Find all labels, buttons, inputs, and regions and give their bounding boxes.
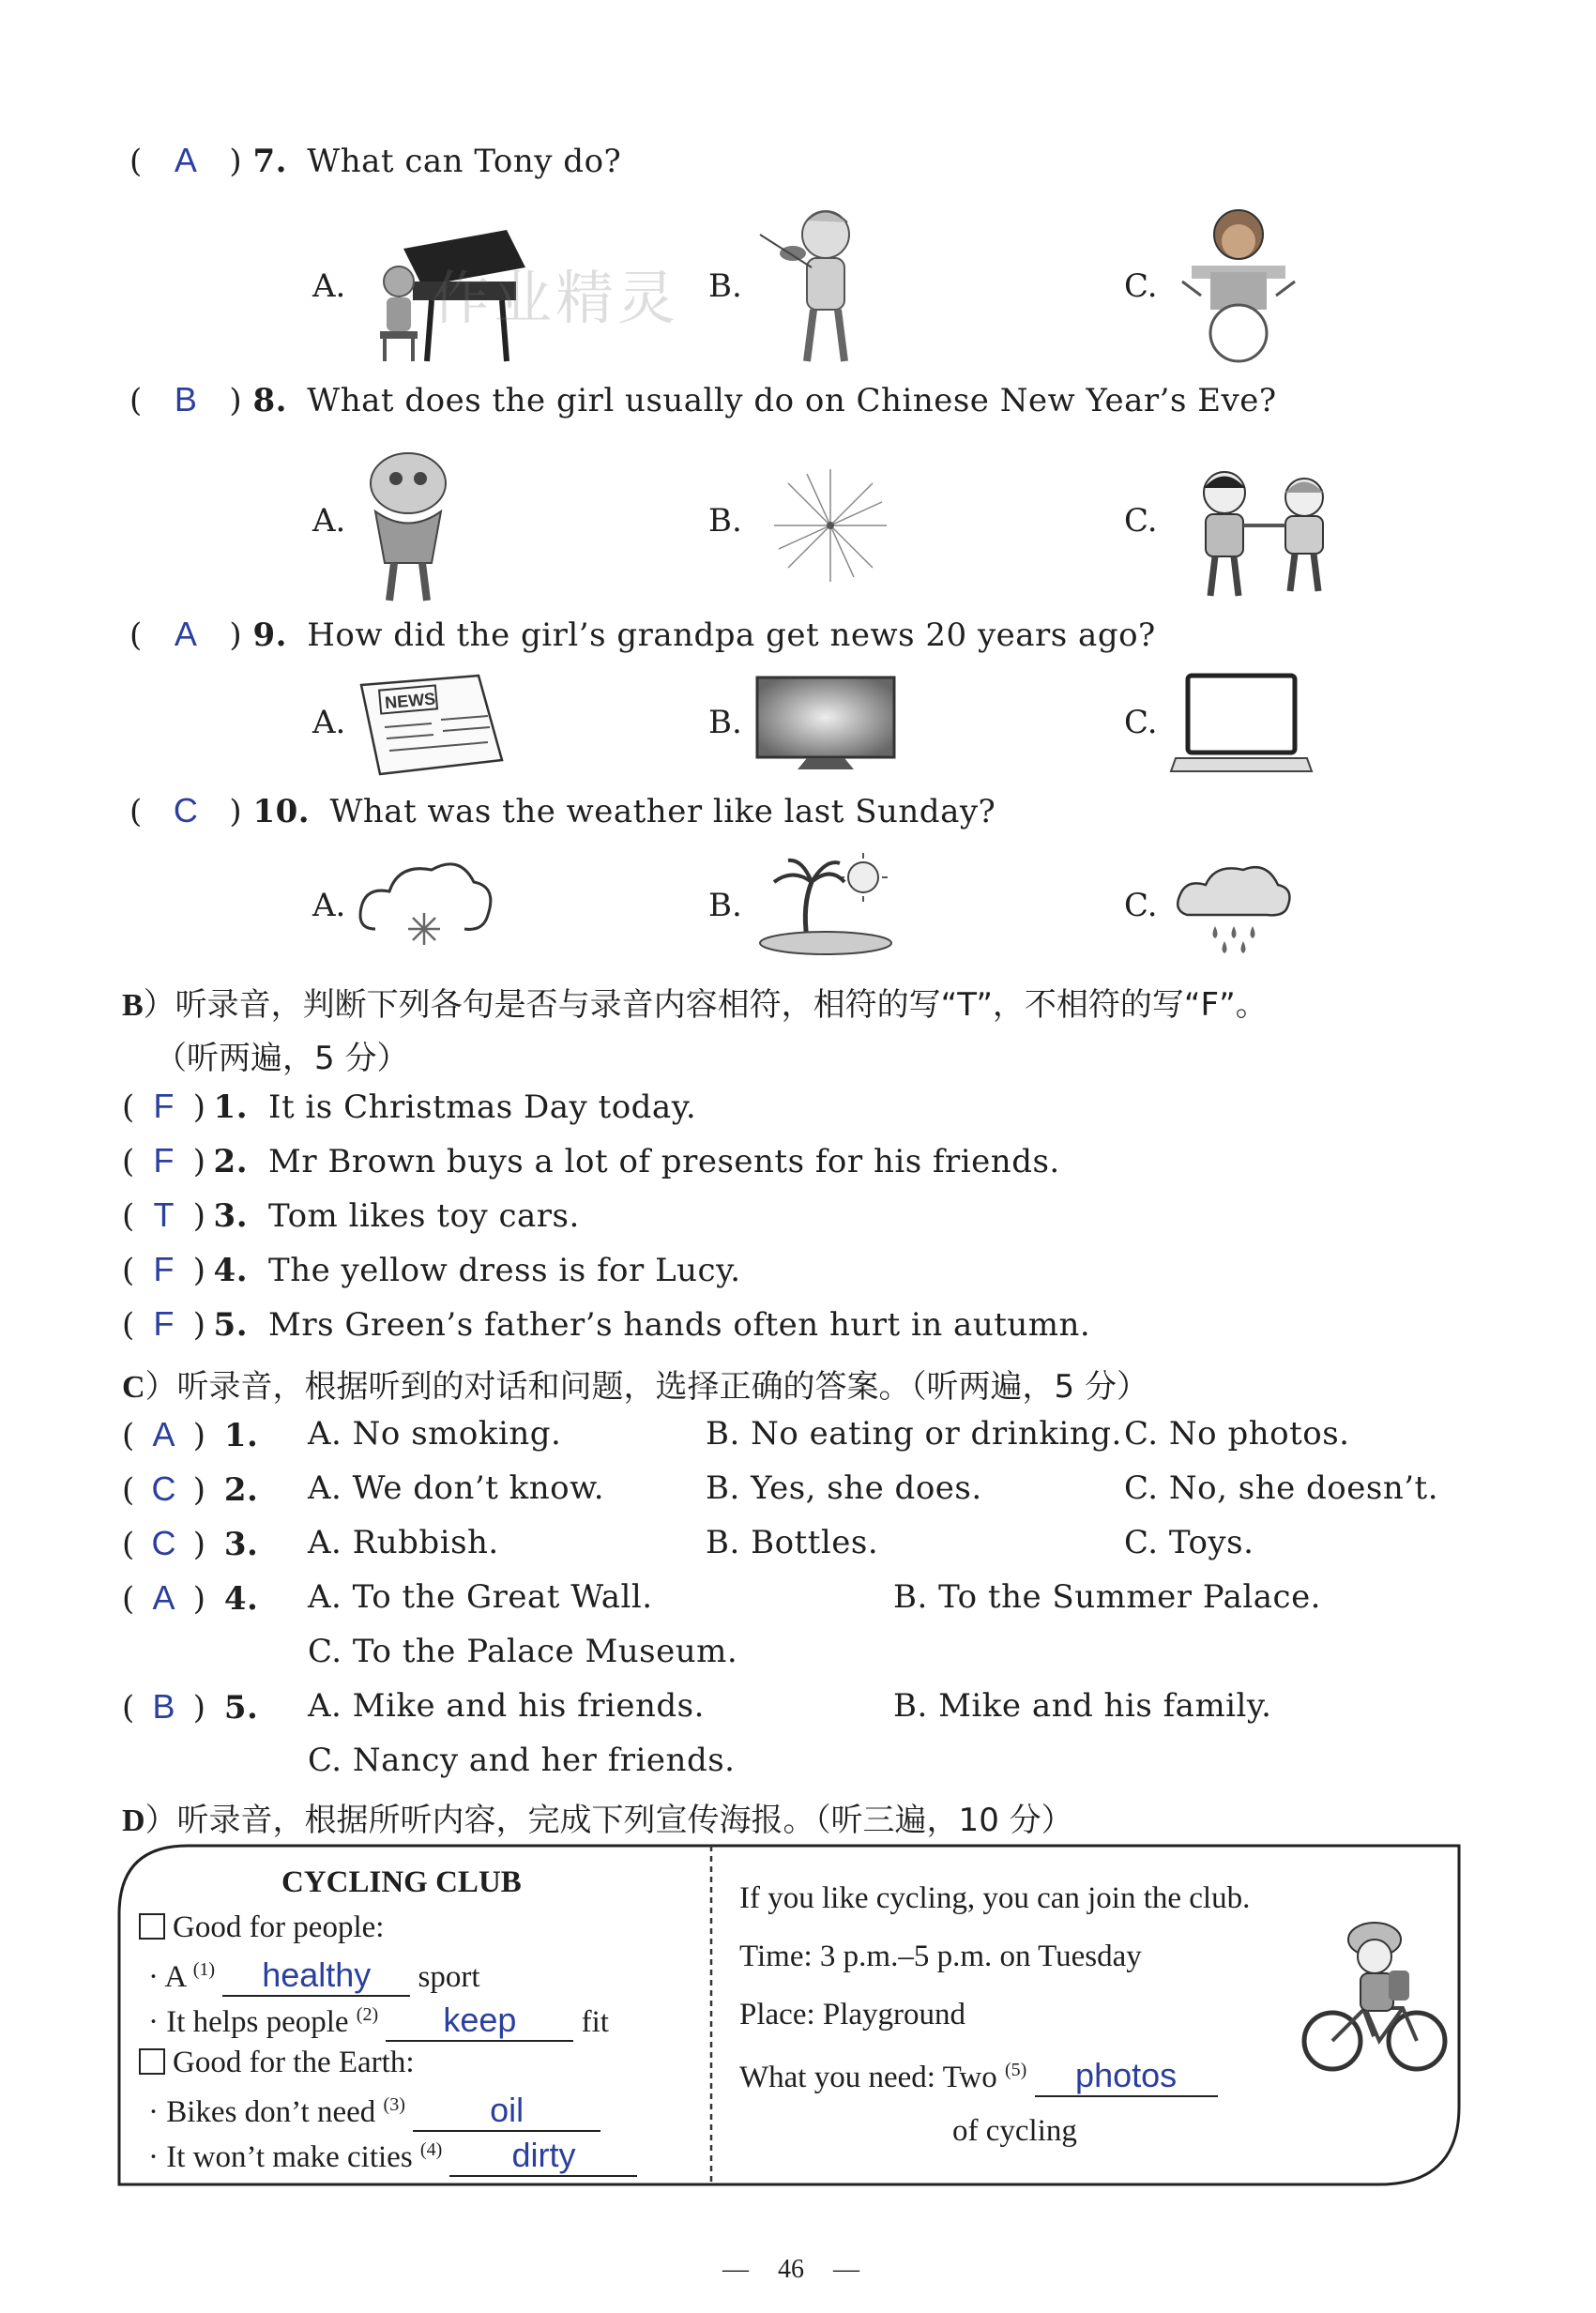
c1-option-b: B. No eating or drinking. (706, 1415, 1122, 1453)
option-c-label: C. (1124, 887, 1158, 924)
poster-title: CYCLING CLUB (281, 1865, 522, 1899)
section-instruction: ）听录音，根据听到的对话和问题，选择正确的答案。（听两遍，5 分） (144, 1368, 1148, 1406)
blank-5 (1035, 2056, 1218, 2097)
option-a-label: A. (312, 267, 346, 305)
answer-7: A (174, 141, 198, 179)
people-heading (139, 1910, 384, 1945)
blank-number-5: (5) (1005, 2060, 1027, 2080)
c-question-5: ( B ) 5. (122, 1687, 259, 1727)
svg-text:NEWS: NEWS (384, 689, 436, 713)
blank-number-4: (4) (419, 2139, 443, 2160)
section-label: B (122, 988, 144, 1023)
line2-pre: It helps people (166, 2005, 349, 2039)
statement-text: Mr Brown buys a lot of presents for his friends. (268, 1143, 1060, 1180)
b-question-5: ( F ) 5. Mrs Green’s father’s hands often hurt in autumn. (122, 1304, 1091, 1344)
section-b-title (122, 979, 1268, 1025)
statement-text: It is Christmas Day today. (268, 1088, 697, 1126)
option-b-label: B. (708, 502, 742, 540)
answer-blank-3: oil (490, 2091, 524, 2129)
checkbox-icon (139, 2048, 165, 2075)
section-d-title (122, 1794, 1073, 1840)
c1-option-c: C. No photos. (1124, 1415, 1350, 1453)
laptop-icon (1171, 674, 1312, 779)
section-instruction: ）听录音，判断下列各句是否与录音内容相符，相符的写“T”，不相符的写“F”。 (143, 986, 1268, 1024)
c-answer-3: C (151, 1524, 177, 1562)
sunny-beach-icon (755, 849, 896, 957)
b-question-1: ( F ) 1. It is Christmas Day today. (122, 1087, 697, 1126)
poster-right-1: If you like cycling, you can join the club. (739, 1881, 1251, 1915)
answer-blank-1: healthy (262, 1955, 372, 1994)
people-heading-text: Good for people: (173, 1910, 385, 1944)
question-number: 10. (252, 793, 311, 830)
question-10: ( C ) 10. What was the weather like last Sunday? (129, 791, 996, 830)
option-a-label: A. (312, 502, 346, 540)
blank-2 (386, 2001, 573, 2042)
poster-line-3: · Bikes don’t need $^{(3)}$ oil (148, 2091, 600, 2132)
c4-option-c: C. To the Palace Museum. (308, 1633, 738, 1670)
question-number: 1. (223, 1417, 259, 1454)
c4-option-a: A. To the Great Wall. (308, 1578, 653, 1616)
c-answer-5: B (152, 1687, 176, 1726)
poster-line-4: · It won’t make cities $^{(4)}$ dirty (148, 2136, 637, 2177)
c2-option-a: A. We don’t know. (308, 1469, 605, 1507)
blank-number-3: (3) (383, 2094, 405, 2115)
c3-option-a: A. Rubbish. (308, 1524, 499, 1561)
answer-10: C (173, 791, 199, 829)
checkbox-icon (139, 1913, 165, 1940)
c-question-3: ( C ) 3. (122, 1524, 259, 1563)
question-7: ( A ) 7. What can Tony do? (129, 141, 622, 180)
poster-line-2: · It helps people $^{(2)}$ keep fit (148, 2001, 609, 2042)
answer-blank-5: photos (1075, 2056, 1178, 2094)
greeting-kids-icon (1173, 460, 1351, 601)
b-answer-5: F (153, 1304, 175, 1343)
question-number: 5. (213, 1306, 249, 1344)
question-number: 7. (252, 143, 287, 180)
c3-option-c: C. Toys. (1124, 1524, 1254, 1561)
c2-option-c: C. No, she doesn’t. (1124, 1469, 1439, 1507)
statement-text: Tom likes toy cars. (268, 1197, 580, 1235)
drum-icon (1173, 202, 1304, 366)
c-question-4: ( A ) 4. (122, 1578, 259, 1618)
question-8: ( B ) 8. What does the girl usually do on Chinese New Year’s Eve? (129, 380, 1277, 419)
statement-text: The yellow dress is for Lucy. (268, 1252, 741, 1289)
line3-pre: Bikes don’t need (166, 2095, 376, 2129)
question-text: How did the girl’s grandpa get news 20 years ago? (307, 616, 1156, 654)
earth-heading-text: Good for the Earth: (173, 2046, 415, 2079)
rain-cloud-icon (1173, 859, 1295, 957)
c-answer-1: A (152, 1415, 176, 1453)
answer-blank-2: keep (443, 2001, 517, 2039)
right4-pre: What you need: Two (739, 2061, 997, 2094)
b-answer-3: T (153, 1195, 175, 1234)
line1-post: sport (418, 1960, 480, 1994)
c-answer-4: A (152, 1578, 176, 1617)
question-number: 8. (252, 382, 287, 419)
question-number: 5. (223, 1689, 259, 1727)
blank-number-1: (1) (192, 1959, 216, 1980)
section-b-subtitle: （听两遍，5 分） (155, 1040, 409, 1077)
line1-pre: A (164, 1960, 186, 1994)
lion-dance-icon (357, 441, 460, 605)
question-text: What was the weather like last Sunday? (329, 793, 996, 830)
question-text: What does the girl usually do on Chinese New Year’s Eve? (307, 382, 1277, 419)
option-a-label: A. (312, 887, 346, 924)
option-b-label: B. (708, 704, 742, 741)
question-number: 3. (223, 1526, 259, 1563)
section-instruction: ）听录音，根据所听内容，完成下列宣传海报。（听三遍，10 分） (144, 1802, 1073, 1839)
c4-option-b: B. To the Summer Palace. (893, 1578, 1321, 1616)
option-a-label: A. (312, 704, 346, 741)
page-number: 46 (778, 2255, 804, 2284)
fireworks-icon (769, 464, 891, 586)
answer-9: A (174, 615, 198, 653)
page-footer: — 46 — (722, 2255, 859, 2284)
poster-right-3: Place: Playground (739, 1998, 966, 2031)
watermark: 作业精灵 (432, 264, 680, 332)
section-label: C (122, 1370, 145, 1405)
blank-number-2: (2) (356, 2004, 379, 2025)
poster-right-2: Time: 3 p.m.–5 p.m. on Tuesday (739, 1940, 1142, 1973)
line4-pre: It won’t make cities (166, 2140, 413, 2174)
option-c-label: C. (1124, 267, 1158, 305)
c5-option-b: B. Mike and his family. (893, 1687, 1272, 1725)
c-question-1: ( A ) 1. (122, 1415, 259, 1454)
statement-text: Mrs Green’s father’s hands often hurt in autumn. (268, 1306, 1091, 1344)
c5-option-c: C. Nancy and her friends. (308, 1742, 736, 1779)
poster-line-1: · A $^{(1)}$ healthy sport (148, 1955, 480, 1997)
section-label: D (122, 1803, 145, 1838)
c3-option-b: B. Bottles. (706, 1524, 879, 1561)
poster-right-4 (739, 2056, 1218, 2097)
violin-icon (755, 202, 877, 366)
b-question-4: ( F ) 4. The yellow dress is for Lucy. (122, 1250, 741, 1289)
question-number: 2. (223, 1471, 259, 1509)
answer-8: B (174, 380, 198, 418)
line2-post: fit (581, 2005, 609, 2039)
answer-blank-4: dirty (511, 2136, 576, 2174)
question-number: 1. (213, 1088, 249, 1126)
cyclist-icon (1300, 1919, 1450, 2078)
blank-4 (449, 2136, 637, 2177)
option-b-label: B. (708, 887, 742, 924)
question-number: 3. (213, 1197, 249, 1235)
poster-right-5: of cycling (952, 2114, 1077, 2148)
question-number: 4. (223, 1580, 259, 1618)
c5-option-a: A. Mike and his friends. (308, 1687, 705, 1725)
tv-icon (755, 676, 896, 774)
section-c-title (122, 1361, 1148, 1407)
b-question-2: ( F ) 2. Mr Brown buys a lot of presents for his friends. (122, 1141, 1060, 1180)
b-answer-2: F (153, 1141, 175, 1179)
option-b-label: B. (708, 267, 742, 305)
b-question-3: ( T ) 3. Tom likes toy cars. (122, 1195, 580, 1235)
newspaper-icon (357, 671, 507, 779)
question-number: 9. (252, 616, 287, 654)
question-text: What can Tony do? (307, 143, 622, 180)
c-answer-2: C (151, 1469, 177, 1508)
c2-option-b: B. Yes, she does. (706, 1469, 982, 1507)
b-answer-1: F (153, 1087, 175, 1125)
c1-option-a: A. No smoking. (308, 1415, 562, 1453)
c-question-2: ( C ) 2. (122, 1469, 259, 1509)
question-9: ( A ) 9. How did the girl’s grandpa get news 20 years ago? (129, 615, 1156, 654)
question-number: 2. (213, 1143, 249, 1180)
earth-heading (139, 2046, 415, 2080)
option-c-label: C. (1124, 704, 1158, 741)
blank-3 (413, 2091, 600, 2132)
blank-1 (222, 1955, 410, 1997)
snow-cloud-icon (357, 849, 497, 952)
b-answer-4: F (153, 1250, 175, 1288)
option-c-label: C. (1124, 502, 1158, 540)
question-number: 4. (213, 1252, 249, 1289)
